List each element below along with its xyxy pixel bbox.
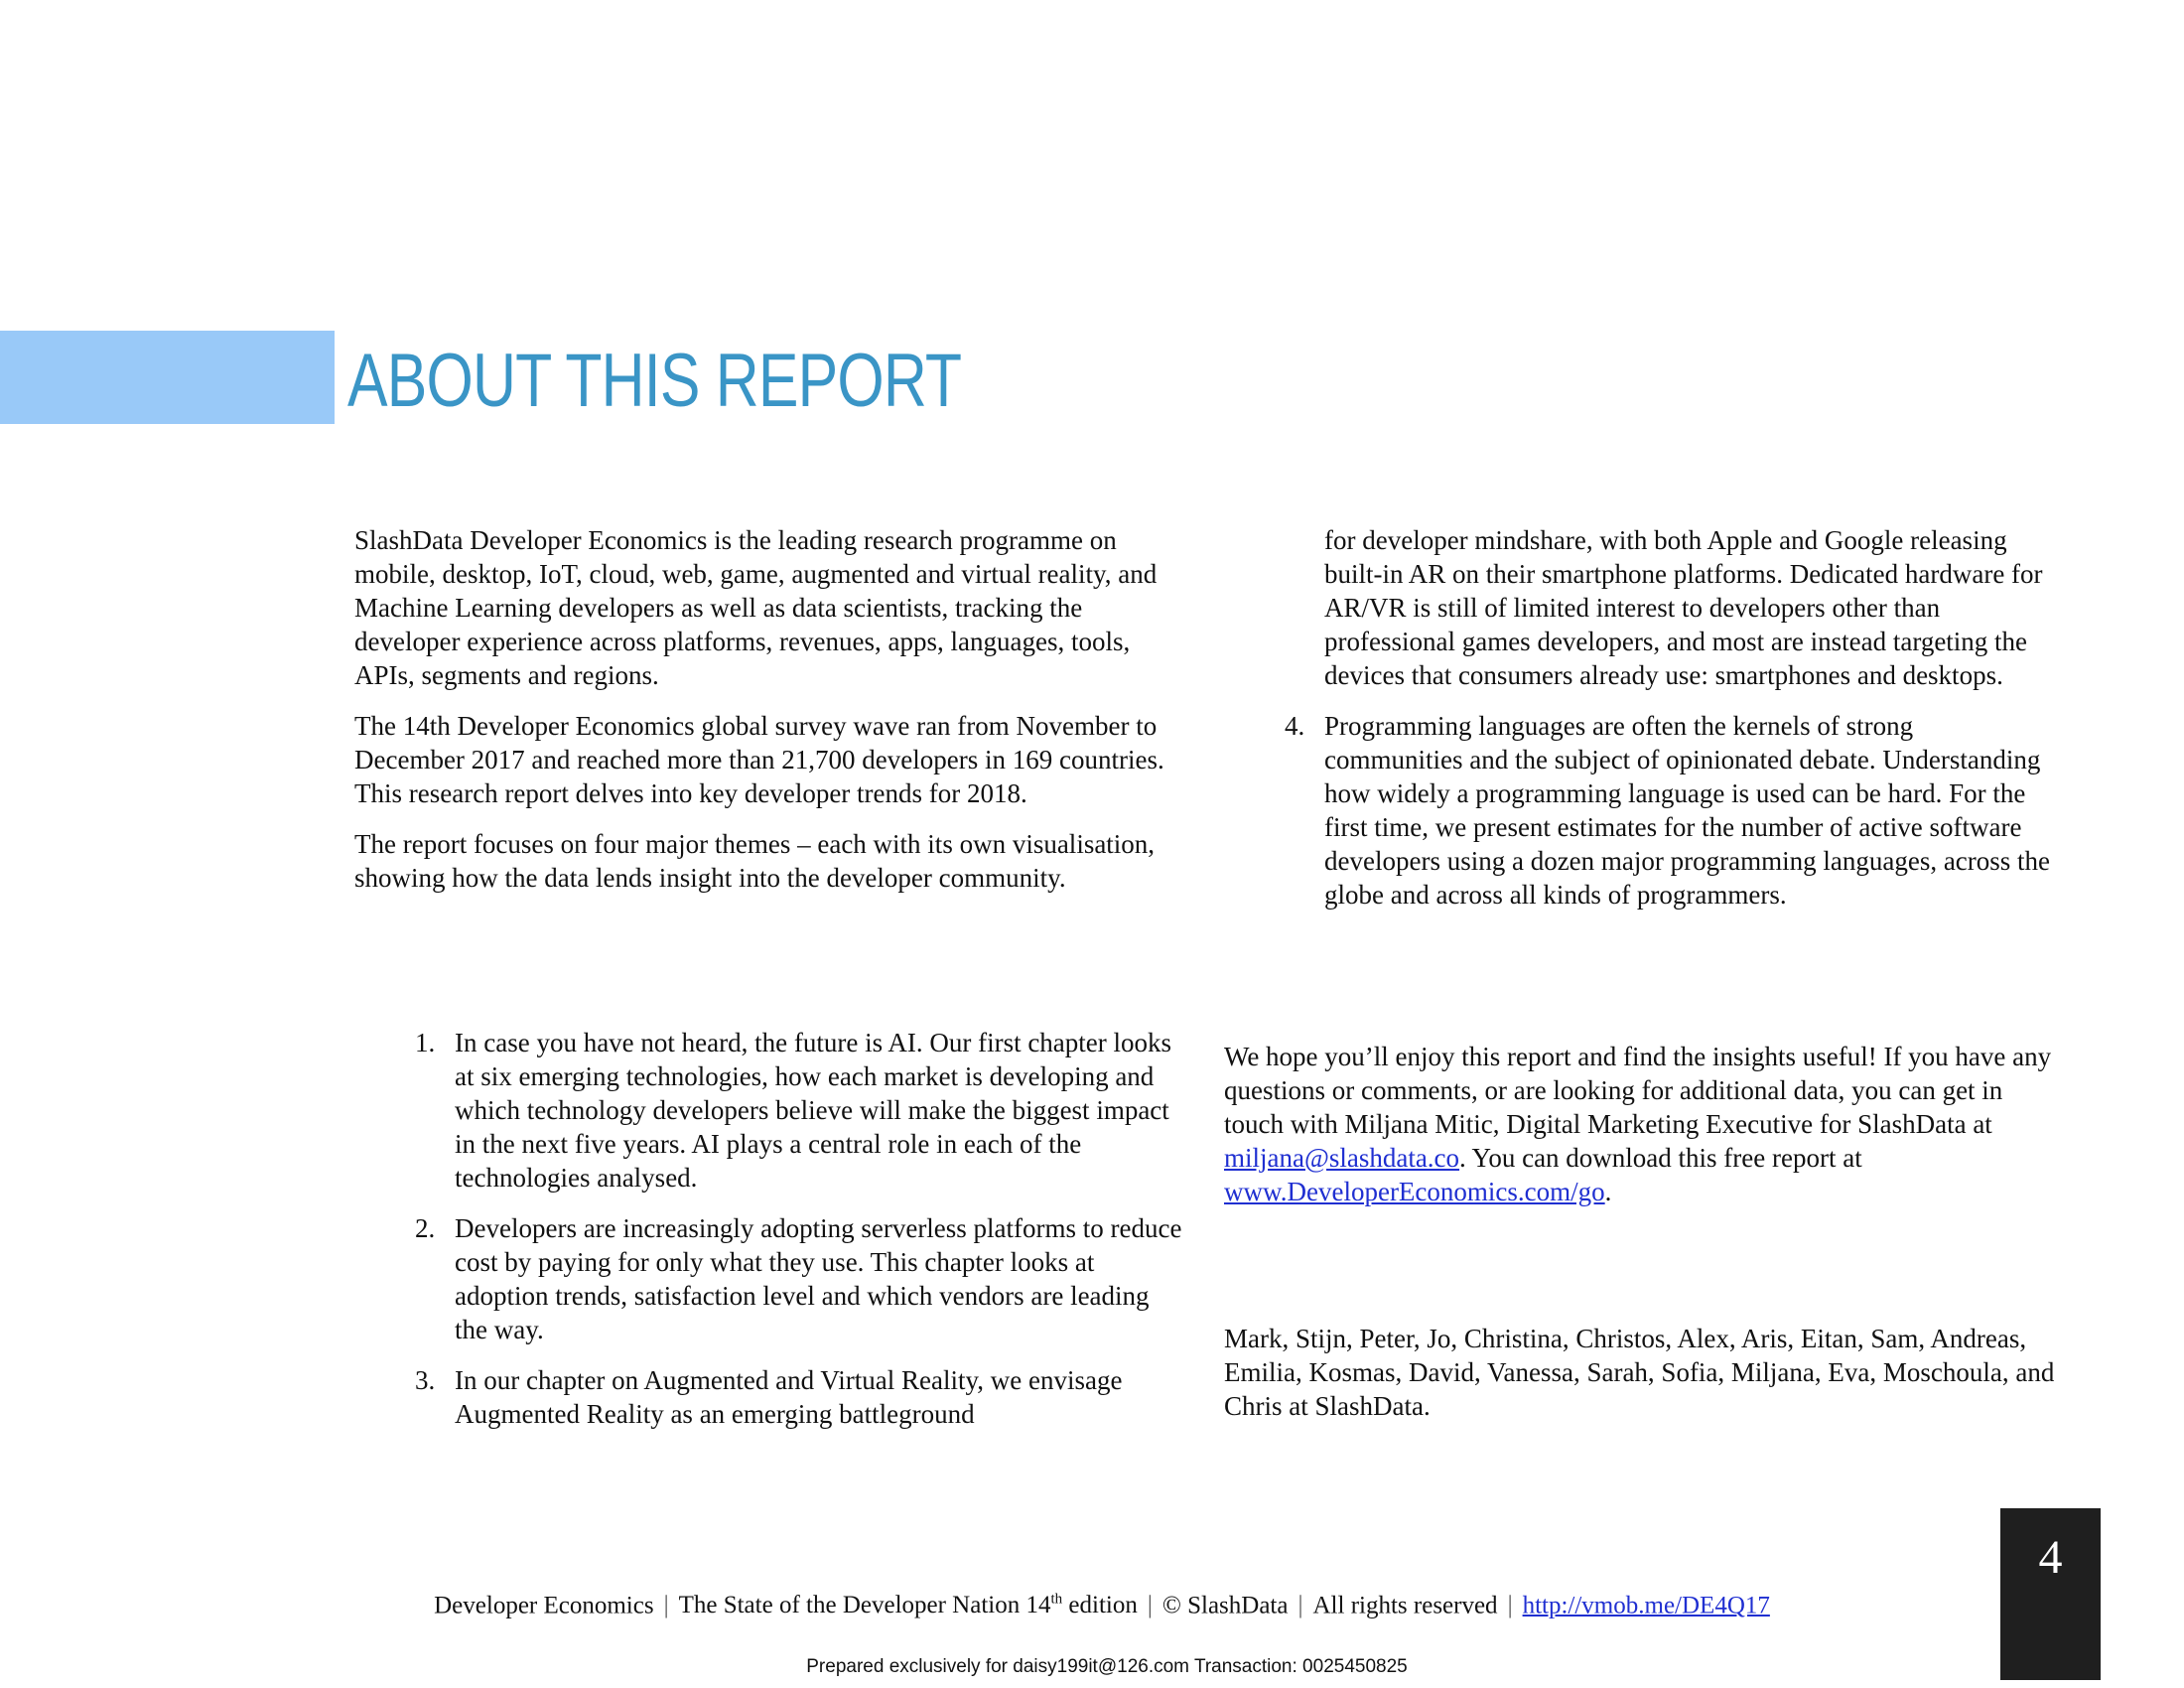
list-item bbox=[354, 1363, 1188, 1431]
footer-edition bbox=[679, 1592, 1138, 1618]
prepared-for-notice: Prepared exclusively for daisy199it@126.com Transaction: 0025450825 bbox=[806, 1656, 1408, 1677]
list-item-text: Developers are increasingly adopting serverless platforms to reduce cost by paying for only what they use. This chapter looks at adoption trends, satisfaction level and which vendors are leading the way. bbox=[455, 1213, 1182, 1344]
footer-edition-text: The State of the Developer Nation 14 bbox=[678, 1592, 1051, 1619]
footer bbox=[0, 1592, 2184, 1619]
contact-text-end: . bbox=[1604, 1177, 1612, 1206]
page-title: ABOUT THIS REPORT bbox=[347, 339, 962, 423]
footer-separator: | bbox=[1507, 1592, 1513, 1619]
intro-paragraph-1: SlashData Developer Economics is the leading research programme on mobile, desktop, IoT, cloud, web, game, augmented and virtual reality, and Machine Learning developers as well as data scientists, tracking the developer experience across platforms, revenues, apps, languages, tools, APIs, segments and regions. bbox=[354, 525, 1158, 690]
footer-separator: | bbox=[1147, 1592, 1153, 1619]
list-item-number: 2. bbox=[415, 1213, 436, 1243]
title-accent-bar bbox=[0, 331, 335, 424]
contact-paragraph bbox=[1224, 1040, 2058, 1208]
themes-list-right bbox=[1224, 523, 2058, 928]
contact-text-before: We hope you’ll enjoy this report and find the insights useful! If you have any questions or comments, or are looking for additional data, you can get in touch with Miljana Mitic, Digital Marketing Executive for SlashData at bbox=[1224, 1042, 2052, 1139]
list-item-text: In our chapter on Augmented and Virtual Reality, we envisage Augmented Reality as an emerging battleground bbox=[455, 1365, 1123, 1429]
list-item bbox=[354, 1026, 1188, 1195]
list-item-text: for developer mindshare, with both Apple and Google releasing built-in AR on their smartphone platforms. Dedicated hardware for AR/VR is still of limited interest to developers other than professional games developers, and most are instead targeting the devices that consumers already use: smartphones and desktops. bbox=[1324, 525, 2043, 690]
list-item bbox=[1224, 709, 2058, 912]
footer-rights: All rights reserved bbox=[1312, 1592, 1498, 1619]
footer-link[interactable]: http://vmob.me/DE4Q17 bbox=[1522, 1592, 1770, 1619]
page-number: 4 bbox=[2000, 1508, 2101, 1680]
footer-copyright: © SlashData bbox=[1161, 1592, 1289, 1619]
footer-edition-suffix: edition bbox=[1062, 1592, 1138, 1619]
list-item-number: 1. bbox=[415, 1028, 436, 1057]
download-link[interactable]: www.DeveloperEconomics.com/go bbox=[1224, 1177, 1605, 1206]
footer-separator: | bbox=[1297, 1592, 1303, 1619]
list-item-text: Programming languages are often the kernels of strong communities and the subject of opinionated debate. Understanding how widely a programming language is used can be hard. For the first time, we present estimates for the number of active software developers using a dozen major programming languages, across the globe and across all kinds of programmers. bbox=[1324, 711, 2051, 910]
list-item-number: 4. bbox=[1285, 711, 1305, 741]
themes-list-left bbox=[354, 1026, 1188, 1448]
footer-edition-sup: th bbox=[1050, 1592, 1063, 1608]
list-item-text: In case you have not heard, the future is AI. Our first chapter looks at six emerging technologies, how each market is developing and which technology developers believe will make the biggest impact in the next five years. AI plays a central role in each of the technologies analysed. bbox=[455, 1028, 1172, 1193]
intro-section bbox=[354, 523, 1188, 912]
footer-brand: Developer Economics bbox=[434, 1592, 654, 1619]
list-item bbox=[354, 1211, 1188, 1346]
footer-separator: | bbox=[663, 1592, 669, 1619]
email-link[interactable]: miljana@slashdata.co bbox=[1224, 1143, 1460, 1173]
contact-text-mid: . You can download this free report at bbox=[1459, 1143, 1862, 1173]
acknowledgements: Mark, Stijn, Peter, Jo, Christina, Christos, Alex, Aris, Eitan, Sam, Andreas, Emilia, Kosmas, David, Vanessa, Sarah, Sofia, Miljana, Eva, Moschoula, and Chris at SlashData. bbox=[1224, 1324, 2055, 1421]
intro-paragraph-3: The report focuses on four major themes – each with its own visualisation, showing how the data lends insight into the developer community. bbox=[354, 829, 1156, 893]
list-item-continuation bbox=[1224, 523, 2058, 692]
list-item-number: 3. bbox=[415, 1365, 436, 1395]
intro-paragraph-2: The 14th Developer Economics global survey wave ran from November to December 2017 and reached more than 21,700 developers in 169 countries. This research report delves into key developer trends for 2018. bbox=[354, 711, 1164, 808]
